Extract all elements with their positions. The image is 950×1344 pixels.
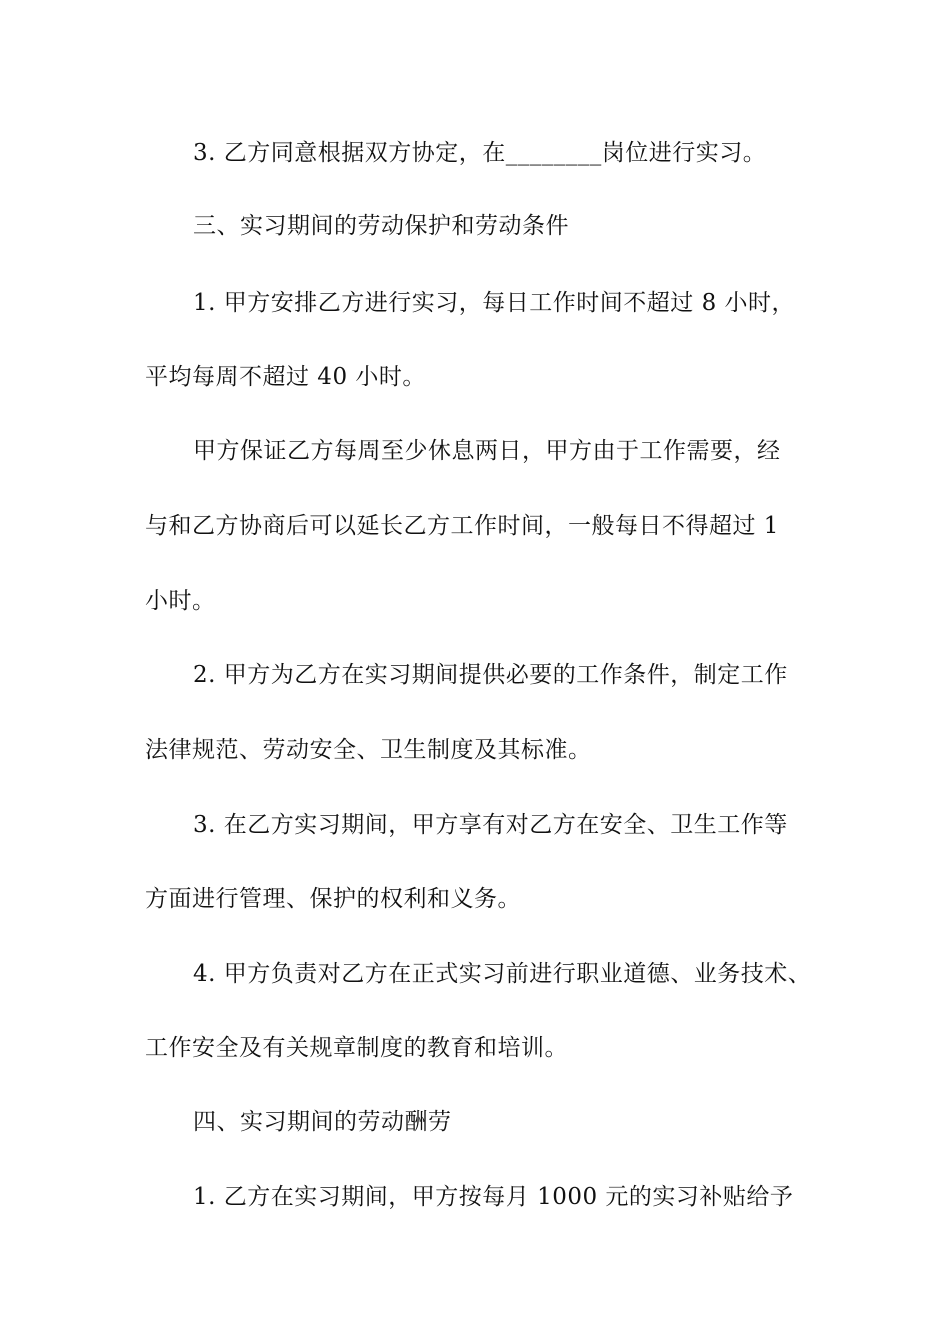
clause-3-management-line-1: 3. 在乙方实习期间，甲方享有对乙方在安全、卫生工作等 xyxy=(193,812,788,838)
clause-4-training-line-2: 工作安全及有关规章制度的教育和培训。 xyxy=(145,1035,568,1061)
rest-days-paragraph-line-3: 小时。 xyxy=(145,588,216,614)
rest-days-paragraph-line-2: 与和乙方协商后可以延长乙方工作时间，一般每日不得超过 1 xyxy=(145,513,779,539)
clause-2-working-conditions-line-2: 法律规范、劳动安全、卫生制度及其标准。 xyxy=(145,737,592,763)
clause-1-working-hours-line-2: 平均每周不超过 40 小时。 xyxy=(145,364,426,390)
clause-1-remuneration-line-1: 1. 乙方在实习期间，甲方按每月 1000 元的实习补贴给予 xyxy=(193,1184,794,1210)
section-3-heading: 三、实习期间的劳动保护和劳动条件 xyxy=(193,213,569,239)
clause-3-internship-position: 3. 乙方同意根据双方协定，在________岗位进行实习。 xyxy=(193,140,767,166)
clause-3-management-line-2: 方面进行管理、保护的权利和义务。 xyxy=(145,886,521,912)
section-4-heading: 四、实习期间的劳动酬劳 xyxy=(193,1109,452,1135)
clause-4-training-line-1: 4. 甲方负责对乙方在正式实习前进行职业道德、业务技术、 xyxy=(193,961,812,987)
clause-1-working-hours-line-1: 1. 甲方安排乙方进行实习，每日工作时间不超过 8 小时， xyxy=(193,290,796,316)
rest-days-paragraph-line-1: 甲方保证乙方每周至少休息两日，甲方由于工作需要，经 xyxy=(193,438,781,464)
clause-2-working-conditions-line-1: 2. 甲方为乙方在实习期间提供必要的工作条件，制定工作 xyxy=(193,662,788,688)
